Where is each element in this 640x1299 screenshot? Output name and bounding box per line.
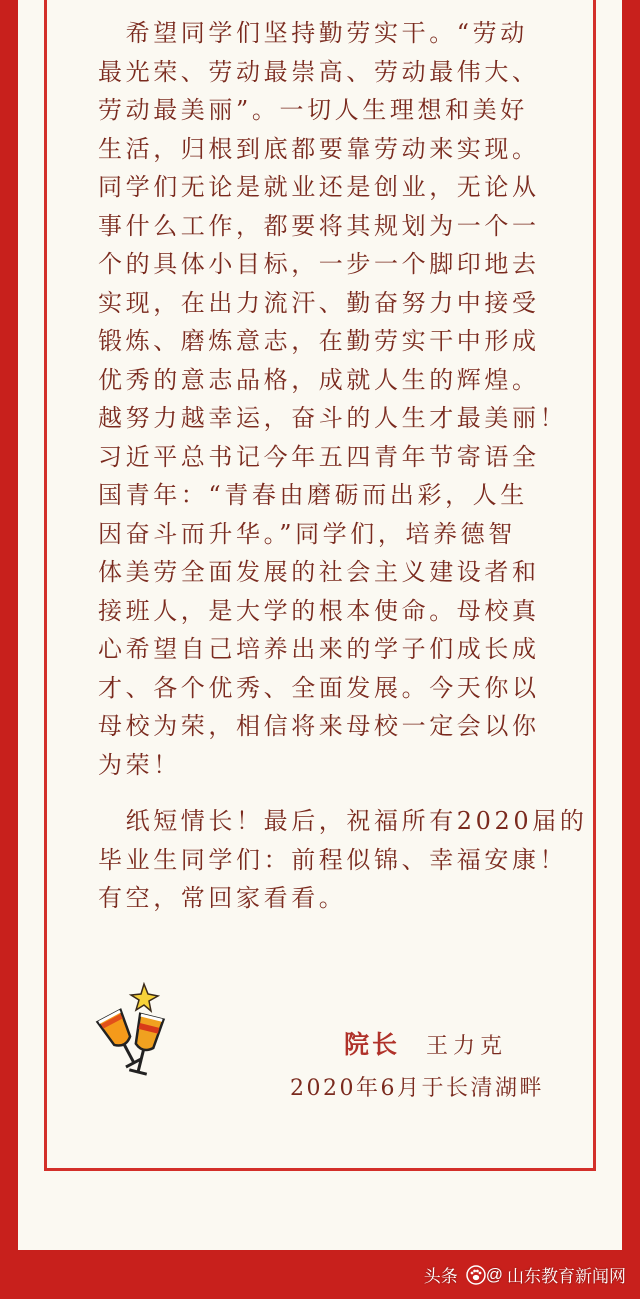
watermark-account: 山东教育新闻网 [507,1267,626,1286]
toast-glasses-icon [84,982,174,1082]
text-line: 习近平总书记今年五四青年节寄语全 [98,442,540,471]
signature-name: 王力克 [426,1034,508,1059]
signature-block [290,1025,590,1102]
text-line: 最光荣、劳动最崇高、劳动最伟大、 [98,57,540,86]
text-line: 体美劳全面发展的社会主义建设者和 [98,558,540,586]
letter-body [98,14,588,918]
signature-date: 2020年6月于长清湖畔 [290,1076,544,1101]
text-line: 越努力越幸运，奋斗的人生才最美丽！ [98,404,568,432]
paragraph-gap [98,784,580,802]
watermark-at: @ [485,1264,503,1284]
text-line: 希望同学们坚持勤劳实干。“劳动 [98,19,528,47]
text-line: 同学们无论是就业还是创业，无论从 [98,173,540,201]
text-line: 毕业生同学们：前程似锦、幸福安康！ [98,845,568,874]
paw-icon [466,1265,486,1285]
text-line: 锻炼、磨炼意志，在勤劳实干中形成 [98,327,540,355]
text-line: 生活，归根到底都要靠劳动来实现。 [98,134,540,163]
text-line: 事什么工作，都要将其规划为一个一 [98,211,540,240]
signature-title-row [344,1025,590,1065]
text-line: 为荣！ [98,750,181,779]
watermark-platform: 头条 [423,1267,458,1286]
text-line: 接班人，是大学的根本使命。母校真 [98,596,540,625]
text-line: 因奋斗而升华。”同学们，培养德智 [98,519,516,548]
frame-line-left [44,0,47,1170]
frame-line-right [593,0,596,1170]
watermark [424,1262,626,1287]
text-line: 母校为荣，相信将来母校一定会以你 [98,712,540,740]
text-line: 纸短情长！最后，祝福所有2020届的 [98,807,588,835]
paragraph-2 [98,802,588,918]
text-line: 优秀的意志品格，成就人生的辉煌。 [98,365,540,394]
text-line: 有空，常回家看看。 [98,884,347,912]
text-line: 实现，在出力流汗、勤奋努力中接受 [98,288,540,317]
frame-line-bottom [44,1168,596,1171]
text-line: 国青年：“青春由磨砺而出彩，人生 [98,481,528,509]
text-line: 心希望自己培养出来的学子们成长成 [98,635,540,663]
paragraph-1 [98,14,580,784]
text-line: 个的具体小目标，一步一个脚印地去 [98,250,540,278]
text-line: 劳动最美丽”。一切人生理想和美好 [98,96,528,124]
text-line: 才、各个优秀、全面发展。今天你以 [98,673,540,702]
signature-role: 院长 [344,1030,401,1059]
